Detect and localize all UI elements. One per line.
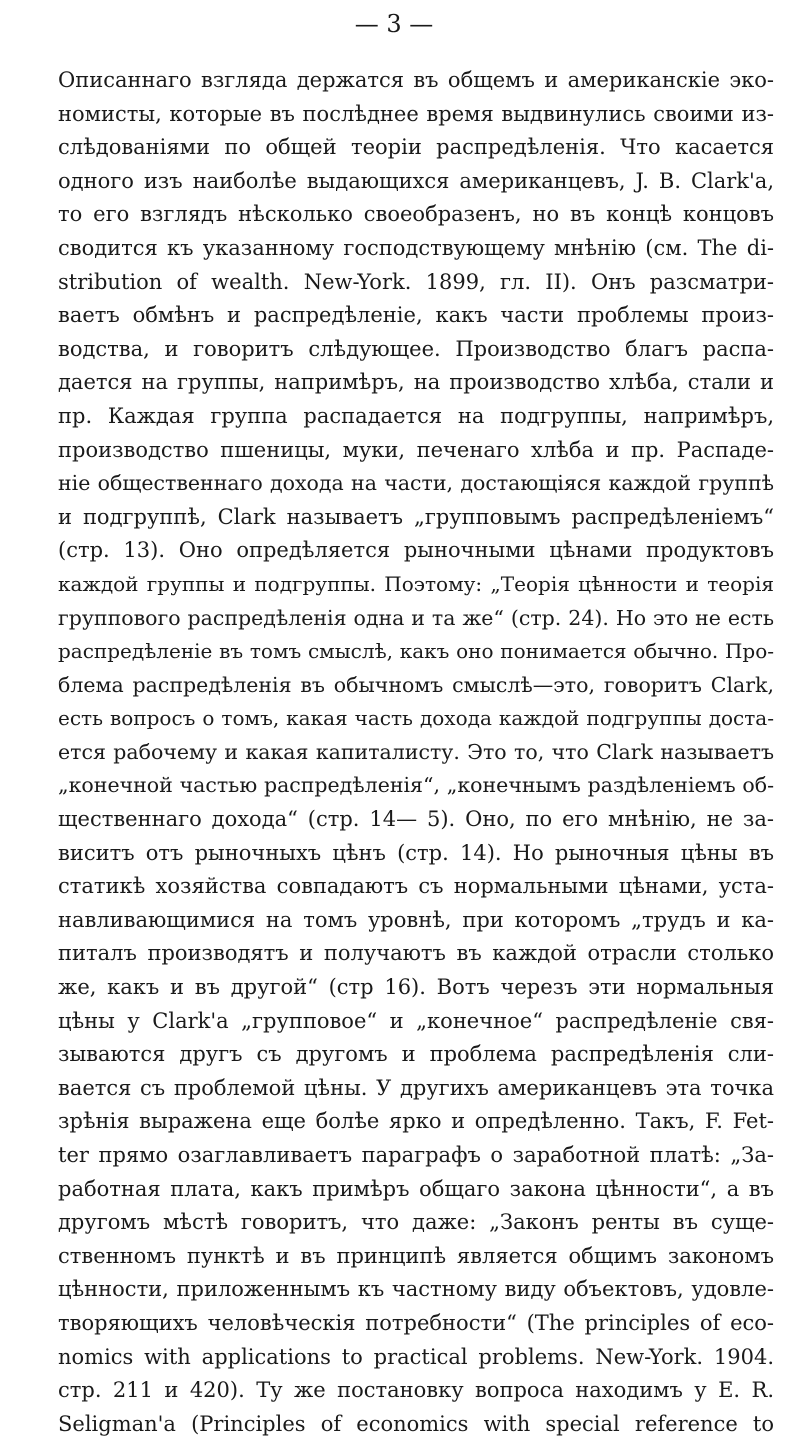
text-line: и подгруппѣ, Clark называетъ „групповымъ распредѣленіемъ“	[58, 504, 774, 529]
text-line: группового распредѣленія одна и та же“ (стр. 24). Но это не есть	[58, 605, 774, 630]
text-line: зрѣнія выражена еще болѣе ярко и опредѣленно. Такъ, F. Fet-	[58, 1109, 774, 1134]
text-line: Seligman'a (Principles of economics with special reference to	[58, 1411, 774, 1436]
text-line: другомъ мѣстѣ говоритъ, что даже: „Законъ ренты въ суще-	[58, 1210, 774, 1235]
text-line: одного изъ наиболѣе выдающихся американцевъ, J. B. Clark'a,	[58, 168, 774, 193]
text-line: номисты, которые въ послѣднее время выдвинулись своими из-	[58, 101, 774, 126]
text-line: статикѣ хозяйства совпадаютъ съ нормальными цѣнами, уста-	[58, 874, 774, 899]
text-line: ется рабочему и какая капиталисту. Это то, что Clark называетъ	[58, 739, 774, 764]
text-line: водства, и говоритъ слѣдующее. Производство благъ распа-	[58, 336, 774, 361]
text-line: работная плата, какъ примѣръ общаго закона цѣнности“, а въ	[58, 1176, 774, 1201]
text-line: навливающимися на томъ уровнѣ, при которомъ „трудъ и ка-	[58, 907, 774, 932]
text-line: цѣны у Clark'a „групповое“ и „конечное“ распредѣленіе свя-	[58, 1008, 774, 1033]
text-line: ваетъ обмѣнъ и распредѣленіе, какъ части проблемы произ-	[58, 303, 774, 328]
text-line: nomics with applications to practical problems. New-York. 1904.	[58, 1344, 774, 1369]
text-line: распредѣленіе въ томъ смыслѣ, какъ оно понимается обычно. Про-	[58, 639, 774, 664]
text-line: Описаннаго взгляда держатся въ общемъ и американскіе эко-	[58, 68, 774, 92]
page-number: — 3 —	[354, 10, 434, 38]
text-line: ніе общественнаго дохода на части, достающіяся каждой группѣ	[58, 471, 774, 496]
text-line: дается на группы, напримѣръ, на производство хлѣба, стали и	[58, 370, 774, 395]
text-line: блема распредѣленія въ обычномъ смыслѣ—это, говоритъ Clark,	[58, 672, 774, 697]
text-line: сводится къ указанному господствующему мнѣнію (см. The di-	[58, 235, 774, 260]
text-line: питалъ производятъ и получаютъ въ каждой отрасли столько	[58, 941, 774, 966]
text-line: щественнаго дохода“ (стр. 14— 5). Оно, по его мнѣнію, не за-	[58, 807, 774, 832]
text-line: виситъ отъ рыночныхъ цѣнъ (стр. 14). Но рыночныя цѣны въ	[58, 840, 774, 865]
text-line: stribution of wealth. New-York. 1899, гл. II). Онъ разсматри-	[58, 269, 774, 294]
text-line: стр. 211 и 420). Ту же постановку вопроса находимъ у E. R.	[58, 1378, 774, 1403]
text-line: слѣдованіями по общей теоріи распредѣленія. Что касается	[58, 135, 774, 160]
text-line: зываются другъ съ другомъ и проблема распредѣленія сли-	[58, 1042, 774, 1067]
text-line: творяющихъ человѣческія потребности“ (The principles of eco-	[58, 1310, 774, 1335]
text-line: пр. Каждая группа распадается на подгруппы, напримѣръ,	[58, 403, 774, 428]
text-line: есть вопросъ о томъ, какая часть дохода каждой подгруппы доста-	[58, 706, 774, 731]
text-line: же, какъ и въ другой“ (стр 16). Вотъ черезъ эти нормальныя	[58, 975, 774, 1000]
text-line: то его взглядъ нѣсколько своеобразенъ, но въ концѣ концовъ	[58, 202, 774, 227]
text-line: цѣнности, приложеннымъ къ частному виду объектовъ, удовле-	[58, 1277, 774, 1302]
text-line: вается съ проблемой цѣны. У другихъ американцевъ эта точка	[58, 1075, 774, 1100]
text-line: производство пшеницы, муки, печенаго хлѣба и пр. Распаде-	[58, 437, 774, 462]
text-line: ственномъ пунктѣ и въ принципѣ является общимъ закономъ	[58, 1243, 774, 1268]
text-line: каждой группы и подгруппы. Поэтому: „Теорія цѣнности и теорія	[58, 571, 774, 596]
text-line: ter прямо озаглавливаетъ параграфъ о заработной платѣ: „За-	[58, 1143, 774, 1167]
text-line: „конечной частью распредѣленія“, „конечнымъ раздѣленіемъ об-	[58, 773, 774, 798]
body-text	[58, 64, 774, 1441]
text-line: (стр. 13). Оно опредѣляется рыночными цѣнами продуктовъ	[58, 538, 774, 563]
